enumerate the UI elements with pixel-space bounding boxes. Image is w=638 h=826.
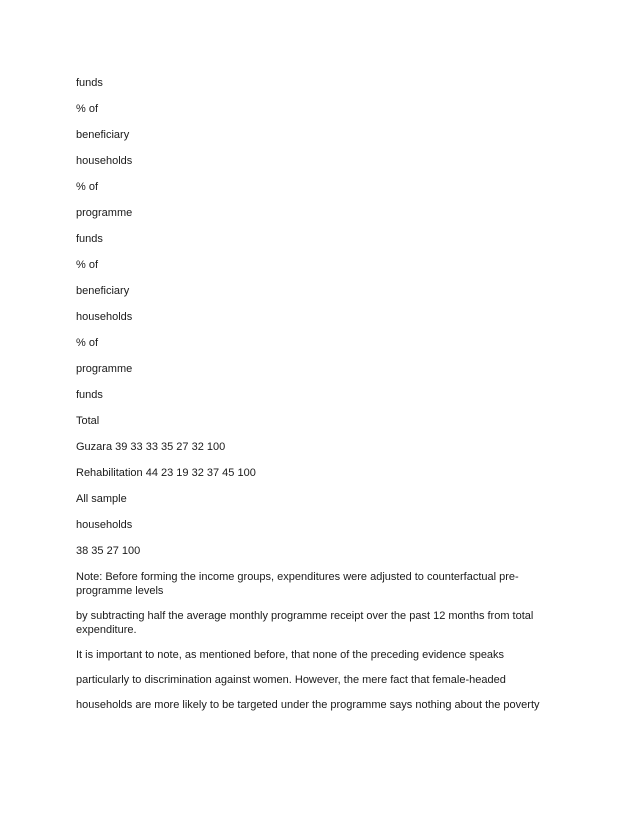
table-text-line: All sample xyxy=(76,493,127,505)
table-text-line: beneficiary xyxy=(76,285,130,297)
table-text-line: % of xyxy=(76,181,99,193)
table-row-guzara: Guzara 39 33 33 35 27 32 100 xyxy=(76,441,226,453)
table-text-line: funds xyxy=(76,389,103,401)
table-text-line: programme xyxy=(76,363,133,375)
body-paragraph: households are more likely to be targeted under the programme says nothing about the poverty xyxy=(76,699,540,711)
table-text-line: beneficiary xyxy=(76,129,130,141)
note-paragraph: Note: Before forming the income groups, expenditures were adjusted to counterfactual pre-programme levels xyxy=(76,571,519,597)
table-text-line: programme xyxy=(76,207,133,219)
document-page xyxy=(76,76,566,723)
table-text-line: funds xyxy=(76,233,103,245)
table-text-line: households xyxy=(76,155,133,167)
table-row-rehabilitation: Rehabilitation 44 23 19 32 37 45 100 xyxy=(76,467,256,479)
table-text-line: % of xyxy=(76,259,99,271)
table-text-line: households xyxy=(76,311,133,323)
table-row-all-sample: 38 35 27 100 xyxy=(76,545,141,557)
table-text-line: Total xyxy=(76,415,100,427)
table-text-line: % of xyxy=(76,337,99,349)
note-paragraph-continued: by subtracting half the average monthly programme receipt over the past 12 months from total expenditure. xyxy=(76,610,534,636)
body-paragraph: particularly to discrimination against women. However, the mere fact that female-headed xyxy=(76,674,506,686)
table-text-line: % of xyxy=(76,103,99,115)
table-text-line: funds xyxy=(76,77,103,89)
body-paragraph: It is important to note, as mentioned before, that none of the preceding evidence speaks xyxy=(76,649,505,661)
table-text-line: households xyxy=(76,519,133,531)
